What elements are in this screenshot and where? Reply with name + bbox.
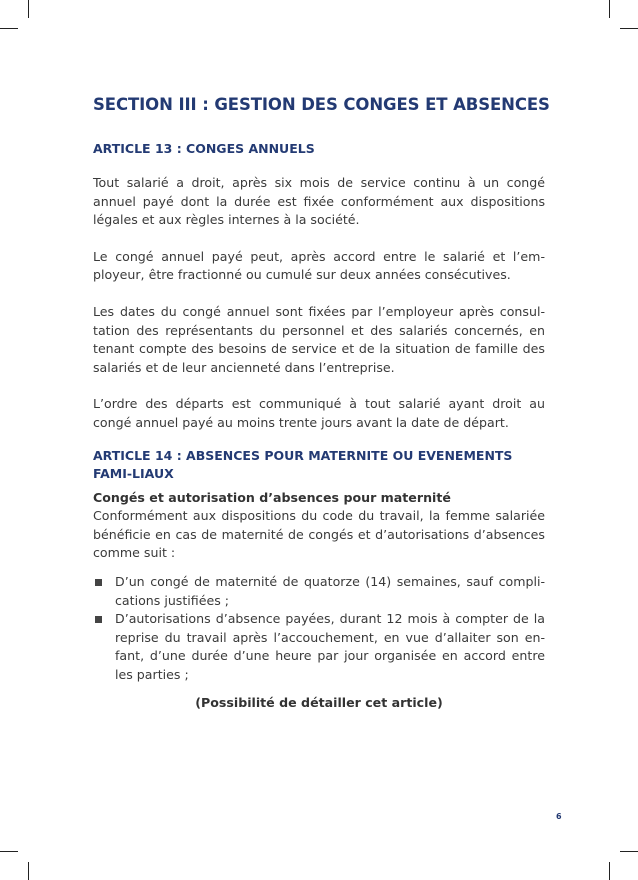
article-13-paragraph: Les dates du congé annuel sont fixées par l’employeur après consul-tation des représentants du personnel et des salariés concernés, en tenant compte des besoins de service et de la situation de famille des salariés et de leur ancienneté dans l’entreprise. xyxy=(93,303,545,375)
square-bullet-icon xyxy=(95,616,102,623)
article-14-intro: Conformément aux dispositions du code du travail, la femme salariée bénéficie en cas de maternité de congés et d’autorisations d’absences comme suit : xyxy=(93,508,545,561)
crop-mark xyxy=(620,851,638,852)
list-item xyxy=(93,610,545,684)
document-page xyxy=(93,94,550,713)
crop-mark xyxy=(0,851,18,852)
crop-mark xyxy=(609,0,610,18)
section-title: SECTION III : GESTION DES CONGES ET ABSENCES xyxy=(93,95,550,114)
square-bullet-icon xyxy=(95,579,102,586)
article-13-paragraph: Le congé annuel payé peut, après accord entre le salarié et l’em-ployeur, être fractionné ou cumulé sur deux années consécutives. xyxy=(93,248,545,283)
crop-mark xyxy=(609,862,610,880)
article-13-paragraph: Tout salarié a droit, après six mois de service continu à un congé annuel payé dont la durée est fixée conformément aux dispositions légales et aux règles internes à la société. xyxy=(93,175,545,228)
crop-mark xyxy=(28,862,29,880)
article-13-paragraph: L’ordre des départs est communiqué à tout salarié ayant droit au congé annuel payé au moins trente jours avant la date de départ. xyxy=(93,396,545,430)
article-14-title: ARTICLE 14 : ABSENCES POUR MATERNITE OU EVENEMENTS FAMI-LIAUX xyxy=(93,447,513,481)
article-13-title: ARTICLE 13 : CONGES ANNUELS xyxy=(93,141,315,156)
crop-mark xyxy=(620,28,638,29)
detail-note: (Possibilité de détailler cet article) xyxy=(195,695,443,711)
page-number: 6 xyxy=(556,812,562,821)
crop-mark xyxy=(28,0,29,18)
maternity-list xyxy=(93,573,545,685)
crop-mark xyxy=(0,28,18,29)
list-item-text: D’autorisations d’absence payées, durant 12 mois à compter de la reprise du travail après l’accouchement, en vue d’allaiter son en-fant, d’une durée d’une heure par jour organisée en accord entre les parties ; xyxy=(115,611,545,682)
list-item-text: D’un congé de maternité de quatorze (14) semaines, sauf compli-cations justifiées ; xyxy=(115,573,545,608)
list-item xyxy=(93,573,545,610)
article-14-subheading: Congés et autorisation d’absences pour maternité xyxy=(93,489,451,505)
